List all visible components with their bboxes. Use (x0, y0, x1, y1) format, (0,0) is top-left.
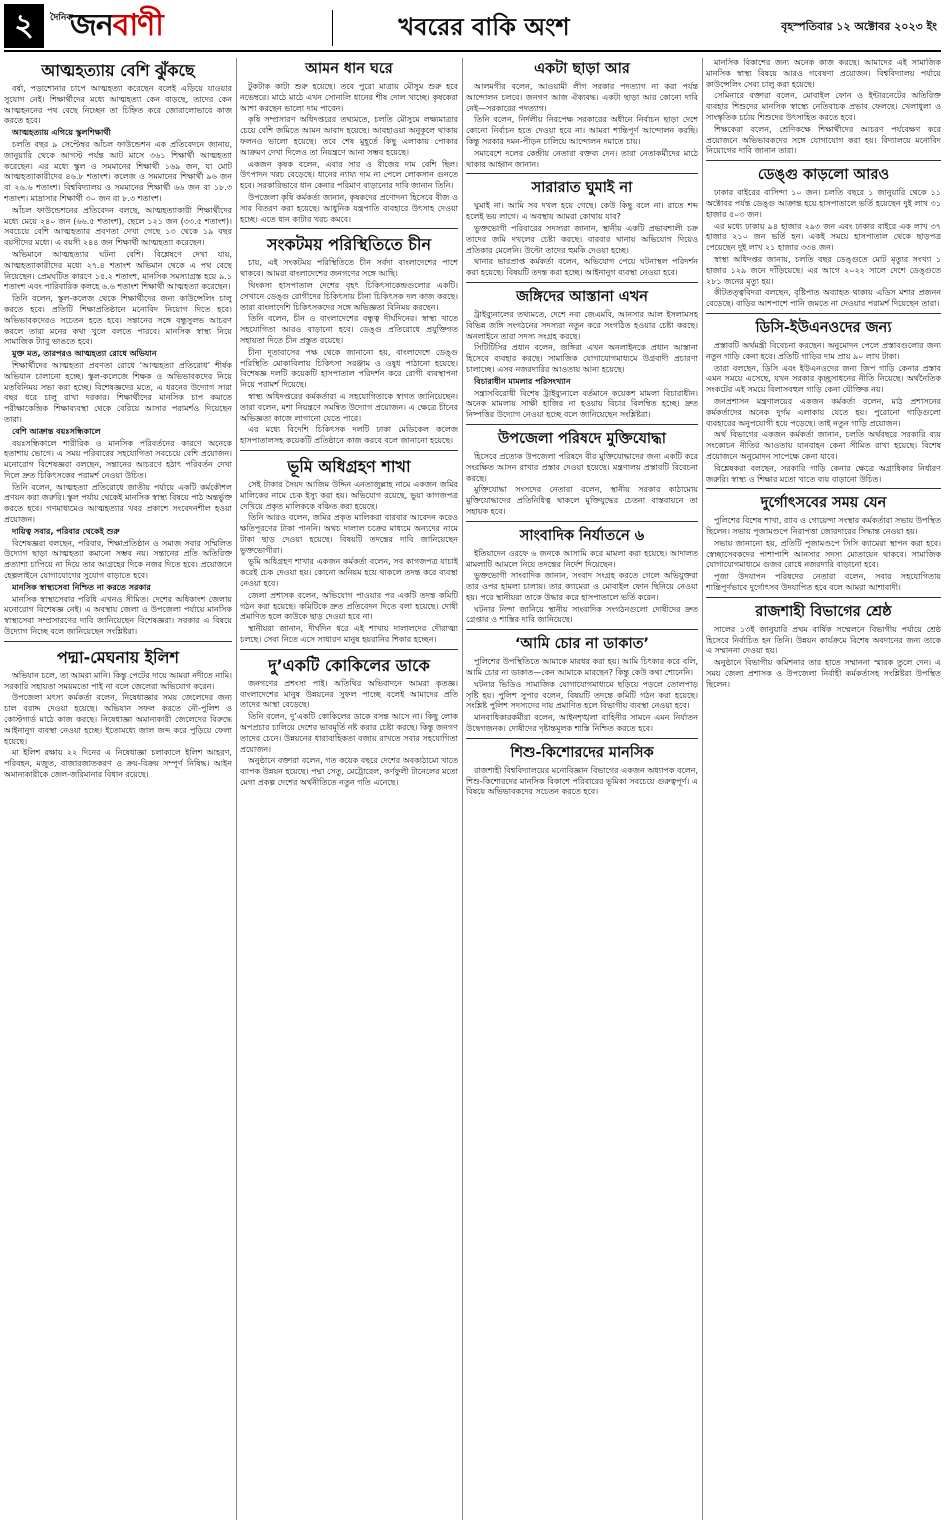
subheading: মানসিক স্বাস্থ্যসেবা নিশ্চিত না করতে সরকার (12, 582, 151, 592)
paragraph: থানার ভারপ্রাপ্ত কর্মকর্তা বলেন, অভিযোগ পেয়ে ঘটনাস্থল পরিদর্শন করা হয়েছে। বিষয়টি তদন্ত করা হচ্ছে। আইনানুগ ব্যবস্থা নেওয়া হবে। (466, 257, 698, 278)
logo-small-text: দৈনিক (50, 13, 73, 23)
paragraph: ভুক্তভোগী সাংবাদিক জানান, সংবাদ সংগ্রহ করতে গেলে অভিযুক্তরা তার ওপর হামলা চালায়। তার ক্যামেরা ও মোবাইল ফোন ছিনিয়ে নেওয়া হয়। পরে স্থানীয়রা তাকে উদ্ধার করে হাসপাতালে ভর্তি করেন। (466, 571, 698, 602)
paragraph: মা ইলিশ রক্ষায় ২২ দিনের এ নিষেধাজ্ঞা চলাকালে ইলিশ আহরণ, পরিবহন, মজুত, বাজারজাতকরণ ও ক্রয়-বিক্রয় সম্পূর্ণ নিষিদ্ধ। আইন অমান্যকারীকে জেল-জরিমানার বিধান রয়েছে। (4, 748, 232, 780)
column-divider (462, 58, 463, 1520)
paragraph: আঁচল ফাউন্ডেশনের প্রতিবেদন বলছে, আত্মহত্যাকারী শিক্ষার্থীদের মধ্যে মেয়ে ২৪০ জন (৬৬.৫ শতাংশ), ছেলে ১২১ জন (৩৩.৫ শতাংশ)। সবচেয়ে বেশি আত্মহত্যার প্রবণতা দেখা গেছে ১৩ থেকে ১৯ বছর বয়সীদের মধ্যে। এ বয়সী ২৪৪ জন শিক্ষার্থী আত্মহত্যা করেছেন। (4, 205, 232, 248)
paragraph: আলমগীর বলেন, আওয়ামী লীগ সরকার পদত্যাগ না করা পর্যন্ত আন্দোলন চলবে। জনগণ আজ ঐক্যবদ্ধ। একটা ছাড়া আর কোনো দাবি নেই—সরকারের পদত্যাগ। (466, 82, 698, 113)
article-body (240, 82, 458, 225)
subheading: আত্মহত্যায় এগিয়ে স্কুলশিক্ষার্থী (12, 128, 111, 138)
article-separator (4, 641, 232, 642)
article-headline: জঙ্গিদের আস্তানা এখন (516, 288, 648, 305)
article-headline: ডেঙ্গু কাড়লো আরও (757, 167, 890, 184)
paragraph: বয়ঃসন্ধিকালে শারীরিক ও মানসিক পরিবর্তনের কারণে অনেকে হতাশায় ভোগে। এ সময় পরিবারের সহযোগিতা সবচেয়ে বেশি প্রয়োজন। মনোরোগ বিশেষজ্ঞরা বলছেন, সন্তানের আচরণে হঠাৎ পরিবর্তন দেখা দিলে দ্রুত চিকিৎসকের পরামর্শ নেওয়া উচিত। (4, 438, 232, 480)
paragraph: অভিমানে আত্মহত্যার ঘটনা বেশি। বিশ্লেষণে দেখা যায়, আত্মহত্যাকারীদের মধ্যে ২৭.৪ শতাংশ অভিমান থেকে এ পথ বেছে নিয়েছেন। প্রেমঘটিত কারণে ১৫.২ শতাংশ, মানসিক সমস্যাগ্রস্ত হয়ে ৯.১ শতাংশ এবং পারিবারিক কলহে ৬.৬ শতাংশ শিক্ষার্থী আত্মহত্যা করেছেন। (4, 249, 232, 292)
article-body (466, 310, 698, 421)
paragraph: বিশেষজ্ঞরা বলছেন, পরিবার, শিক্ষাপ্রতিষ্ঠান ও সমাজ সবার সম্মিলিত উদ্যোগ ছাড়া আত্মহত্যা কমানো সম্ভব নয়। সন্তানের প্রতি অতিরিক্ত প্রত্যাশা চাপিয়ে না দিয়ে তার আগ্রহের দিকে নজর দিতে হবে। প্রয়োজনে হেল্পলাইনে যোগাযোগের সুযোগ বাড়াতে হবে। (4, 538, 232, 581)
article-headline: ভূমি অধিগ্রহণ শাখা (287, 456, 411, 476)
article (466, 633, 698, 735)
paragraph: টুকটাক কাটা শুরু হয়েছে। তবে পুরো মাত্রায় মৌসুম শুরু হবে নভেম্বরে। মাঠে মাঠে এখন সোনালি ধানের শীষ দোল খাচ্ছে। কৃষকেরা আশা করছেন ভালো দাম পাবেন। (240, 82, 458, 113)
section-title: খবরের বাকি অংশ (398, 13, 570, 41)
article-headline: উপজেলা পরিষদে মুক্তিযোদ্ধা (498, 430, 666, 447)
paragraph: এর মধ্যে ঢাকায় ৯৪ হাজার ২৯৩ জন এবং ঢাকার বাইরে এক লাখ ৩৭ হাজার ২১০ জন ভর্তি হন। একই সময়ে হাসপাতাল থেকে ছাড়পত্র পেয়েছেন দুই লাখ ২১ হাজার ৩৩৪ জন। (706, 221, 941, 253)
article (706, 317, 941, 485)
article-body (706, 625, 941, 691)
article-body (4, 84, 232, 638)
paragraph: তারা বলছেন, ডিসি এবং ইউএনওদের জন্য জিপ গাড়ি কেনার প্রস্তাব এমন সময়ে এসেছে, যখন সরকার কৃচ্ছ্রসাধনের নীতি নিয়েছে। অর্থনৈতিক সংকটের এই সময়ে বিলাসবহুল গাড়ি কেনা যৌক্তিক নয়। (706, 363, 941, 395)
article-separator (240, 228, 458, 229)
column-divider (702, 58, 703, 1520)
article (466, 742, 698, 798)
paragraph: থিংকসা হাসপাতাল দেশের বৃহৎ চিকিৎসাকেন্দ্রগুলোর একটি। সেখানে ডেঙ্গু রোগীদের চিকিৎসায় চীনা চিকিৎসক দল কাজ করছে। তারা বাংলাদেশি চিকিৎসকদের সঙ্গে অভিজ্ঞতা বিনিময় করছেন। (240, 280, 458, 312)
paragraph: স্থানীয়রা জানান, দীর্ঘদিন ধরে এই শাখায় দালালদের দৌরাত্ম্য চলছে। সেবা নিতে এসে সাধারণ মানুষ হয়রানির শিকার হচ্ছেন। (240, 624, 458, 645)
paragraph: ঘুমাই না। আমি সব দখল হয়ে গেছে। কেউ কিছু বলে না। রাতে শব্দ হলেই ভয় লাগে। এ অবস্থায় আমরা কোথায় যাব? (466, 201, 698, 222)
article-body (706, 341, 941, 485)
article-headline: পদ্মা-মেঘনায় ইলিশ (56, 647, 180, 667)
paragraph: চলতি বছর ৯ সেপ্টেম্বর আঁচল ফাউন্ডেশন এক প্রতিবেদনে জানায়, জানুয়ারি থেকে আগস্ট পর্যন্ত আট মাসে ৩৬১ শিক্ষার্থী আত্মহত্যা করেছেন। এর মধ্যে স্কুল ও সমমানের শিক্ষার্থী ১৬৯ জন, যা মোট আত্মহত্যাকারীদের ৪৬.৮ শতাংশ। কলেজ ও সমমানের শিক্ষার্থী ৯৬ জন বা ২৬.৬ শতাংশ। বিশ্ববিদ্যালয় ও সমমানের শিক্ষার্থী ৬৬ জন বা ১৮.৩ শতাংশ। মাদ্রাসার শিক্ষার্থী ৩০ জন বা ৮.৩ শতাংশ। (4, 139, 232, 203)
paragraph: ঘটনার ভিডিও সামাজিক যোগাযোগমাধ্যমে ছড়িয়ে পড়লে তোলপাড় সৃষ্টি হয়। পুলিশ সুপার বলেন, বিষয়টি তদন্তে কমিটি গঠন করা হয়েছে। সংশ্লিষ্ট পুলিশ সদস্যদের দায় প্রমাণিত হলে বিভাগীয় ব্যবস্থা নেওয়া হবে। (466, 679, 698, 711)
article (466, 428, 698, 518)
article-headline: আমন ধান ঘরে (305, 61, 393, 77)
article-separator (466, 173, 698, 174)
paragraph: স্বাস্থ্য অধিদপ্তরের কর্মকর্তারা এ সহযোগিতাকে স্বাগত জানিয়েছেন। তারা বলেন, মশা নিয়ন্ত্রণে সমন্বিত উদ্যোগ প্রয়োজন। এ ক্ষেত্রে চীনের অভিজ্ঞতা কাজে লাগানো যেতে পারে। (240, 391, 458, 423)
paragraph: উপজেলা মৎস্য কর্মকর্তা বলেন, নিষেধাজ্ঞার সময় জেলেদের জন্য চাল বরাদ্দ দেওয়া হয়েছে। অভিযান সফল করতে নৌ-পুলিশ ও কোস্টগার্ড মাঠে কাজ করছে। নিষেধাজ্ঞা অমান্যকারী জেলেদের বিরুদ্ধে আইনানুগ ব্যবস্থা নেওয়া হচ্ছে। ইতোমধ্যে জাল জব্দ করে পুড়িয়ে ফেলা হয়েছে। (4, 693, 232, 746)
paragraph: উপজেলা কৃষি কর্মকর্তা জানান, কৃষকদের প্রণোদনা হিসেবে বীজ ও সার বিতরণ করা হয়েছে। আধুনিক যন্ত্রপাতি ব্যবহারে উৎসাহ দেওয়া হচ্ছে। এতে ধান কাটার খরচ কমবে। (240, 192, 458, 224)
paragraph: তিনি বলেন, চীন ও বাংলাদেশের বন্ধুত্ব দীর্ঘদিনের। স্বাস্থ্য খাতে সহযোগিতা আরও বাড়ানো হবে। ডেঙ্গু প্রতিরোধে প্রযুক্তিগত সহায়তা দিতে চীন প্রস্তুত রয়েছে। (240, 314, 458, 345)
paragraph: প্রস্তাবটি অর্থমন্ত্রী বিবেচনা করছেন। অনুমোদন পেলে প্রস্তাবগুলোর জন্য নতুন গাড়ি কেনা হবে। প্রতিটি গাড়ির দাম প্রায় ৯০ লাখ টাকা। (706, 340, 941, 361)
article-headline: সংকটময় পরিস্থিতিতে চীন (266, 235, 431, 255)
article-separator (466, 282, 698, 283)
article (706, 601, 941, 691)
article (240, 232, 458, 447)
paragraph: কীটতত্ত্ববিদরা বলছেন, বৃষ্টিপাত অব্যাহত থাকায় এডিস মশার প্রজনন বেড়েছে। বাড়ির আশপাশে পানি জমতে না দেওয়ার পরামর্শ দিয়েছেন তারা। (706, 288, 941, 309)
paragraph: সেমিনারে বক্তারা বলেন, মোবাইল ফোন ও ইন্টারনেটের অতিরিক্ত ব্যবহার শিশুদের মানসিক স্বাস্থ্যে নেতিবাচক প্রভাব ফেলছে। খেলাধুলা ও সাংস্কৃতিক চর্চায় শিশুদের উৎসাহিত করতে হবে। (706, 91, 941, 122)
paragraph: তিনি বলেন, আত্মহত্যা প্রতিরোধে জাতীয় পর্যায়ে একটি কর্মকৌশল প্রণয়ন করা জরুরি। স্কুল পর্যায় থেকেই মানসিক স্বাস্থ্য বিষয়ে পাঠ অন্তর্ভুক্ত করতে হবে। গণমাধ্যমেও আত্মহত্যার খবর প্রকাশে সংবেদনশীল হওয়া প্রয়োজন। (4, 482, 232, 525)
article (240, 58, 458, 225)
article-separator (706, 313, 941, 314)
article-body (466, 452, 698, 518)
paragraph: রাজশাহী বিশ্ববিদ্যালয়ের মনোবিজ্ঞান বিভাগের একজন অধ্যাপক বলেন, শিশু-কিশোরদের মানসিক বিকাশে পরিবারের ভূমিকা সবচেয়ে গুরুত্বপূর্ণ। এ বিষয়ে অভিভাবকদের সচেতন করতে হবে। (466, 765, 698, 797)
article (466, 286, 698, 421)
article-body (466, 82, 698, 170)
article-body (466, 766, 698, 798)
paragraph: স্বাস্থ্য অধিদপ্তর জানায়, চলতি বছর ডেঙ্গুতে মোট মৃত্যুর সংখ্যা ১ হাজার ১২৯ জনে দাঁড়িয়েছে। এর আগে ২০২২ সালে দেশে ডেঙ্গুতে ২৮১ জনের মৃত্যু হয়। (706, 254, 941, 286)
article-body (240, 679, 458, 789)
article (466, 525, 698, 627)
paragraph: ট্রাইব্যুনালের তথ্যমতে, দেশে নব্য জেএমবি, আনসার আল ইসলামসহ বিভিন্ন জঙ্গি সংগঠনের সদস্যরা নতুন করে সংগঠিত হওয়ার চেষ্টা করছে। অনলাইনে তারা সদস্য সংগ্রহ করছে। (466, 309, 698, 341)
paragraph: পুলিশের উপস্থিতিতে আমাকে মারধর করা হয়। আমি চিৎকার করে বলি, আমি চোর না ডাকাত—কেন আমাকে মারছেন? কিন্তু কেউ কথা শোনেনি। (466, 657, 698, 678)
dateline: বৃহস্পতিবার ১২ অক্টোবর ২০২৩ ইং (781, 20, 937, 33)
paragraph: ইতিয়াদেন ওরফে ৬ জনকে আসামি করে মামলা করা হয়েছে। আদালত মামলাটি আমলে নিয়ে তদন্তের নির্দেশ দিয়েছেন। (466, 548, 698, 569)
paragraph: জনপ্রশাসন মন্ত্রণালয়ের একজন কর্মকর্তা বলেন, মাঠ প্রশাসনের কর্মকর্তাদের অনেক দুর্গম এলাকায় যেতে হয়। পুরোনো গাড়িগুলো ব্যবহারের অনুপযোগী হয়ে পড়েছে। তাই নতুন গাড়ি প্রয়োজন। (706, 396, 941, 428)
paragraph: চীনা দূতাবাসের পক্ষ থেকে জানানো হয়, বাংলাদেশে ডেঙ্গু পরিস্থিতি মোকাবিলায় চিকিৎসা সরঞ্জাম ও ওষুধ পাঠানো হয়েছে। বিশেষজ্ঞ দলটি কয়েকটি হাসপাতাল পরিদর্শন করে রোগী ব্যবস্থাপনা নিয়ে পরামর্শ দিয়েছে। (240, 347, 458, 390)
page-number: ২ (4, 4, 44, 48)
column-divider (236, 58, 237, 1520)
paragraph: কৃষি সম্প্রসারণ অধিদপ্তরের তথ্যমতে, চলতি মৌসুমে লক্ষ্যমাত্রার চেয়ে বেশি জমিতে আমন আবাদ হয়েছে। আবহাওয়া অনুকূলে থাকায় ফলনও ভালো হয়েছে। তবে শেষ মুহূর্তে কিছু এলাকায় পোকার আক্রমণ দেখা দিলেও তা নিয়ন্ত্রণে আনা সম্ভব হয়েছে। (240, 115, 458, 157)
paragraph: সেই টাকার সৈয়দ আজিম উদ্দিন এনতাজুল্লাহ নামে একজন জমির মালিকের নামে চেক ইস্যু করা হয়। অভিযোগ রয়েছে, ভুয়া কাগজপত্র দেখিয়ে প্রকৃত মালিককে বঞ্চিত করা হয়েছে। (240, 479, 458, 511)
article-headline: দুর্গোৎসবের সময় যেন (760, 495, 887, 512)
logo-black: জন (70, 8, 113, 43)
subheading: মুক্ত মত, তারপরও আত্মহত্যা রোধে অভিযান (12, 349, 157, 359)
article-headline: সাংবাদিক নির্যাতনে ৬ (519, 527, 645, 544)
article-body (240, 258, 458, 447)
subheading: বেশি আক্রান্ত বয়ঃসন্ধিকালে (12, 426, 101, 436)
article-body (240, 480, 458, 646)
paragraph: চায়, এই সংকটময় পরিস্থিতিতে চীন সর্বদা বাংলাদেশের পাশে থাকবে। আমরা বাংলাদেশের জনগণের সঙ্গে আছি। (240, 258, 458, 279)
article-body (706, 58, 941, 157)
article-separator (706, 597, 941, 598)
article (706, 164, 941, 310)
subheading: বিচারাধীন মামলার পরিসংখ্যান (474, 376, 571, 386)
paragraph: ঘটনার নিন্দা জানিয়ে স্থানীয় সাংবাদিক সংগঠনগুলো দোষীদের দ্রুত গ্রেপ্তার ও শাস্তির দাবি জানিয়েছে। (466, 604, 698, 625)
article-separator (706, 488, 941, 489)
article-headline: শিশু-কিশোরদের মানসিক (510, 744, 654, 761)
paragraph: এর মধ্যে বিদেশি চিকিৎসক দলটি ঢাকা মেডিকেল কলেজ হাসপাতালসহ কয়েকটি প্রতিষ্ঠানে কাজ করবে বলে জানানো হয়েছে। (240, 425, 458, 446)
paragraph: তিনি বলেন, স্কুল-কলেজ থেকে শিক্ষার্থীদের জন্য কাউন্সেলিং চালু করতে হবে। প্রতিটি শিক্ষাপ্রতিষ্ঠানে মনোবিদ নিয়োগ দিতে হবে। অভিভাবকদেরও সচেতন হতে হবে। সন্তানের সঙ্গে বন্ধুসুলভ আচরণ করলে তারা মনের কথা খুলে বলতে পারবে। মানসিক স্বাস্থ্য নিয়ে সামাজিক ট্যাবু ভাঙতে হবে। (4, 294, 232, 347)
article-body (706, 188, 941, 310)
article-body (706, 516, 941, 594)
paragraph: ভুক্তভোগী পরিবারের সদস্যরা জানান, স্থানীয় একটি প্রভাবশালী চক্র তাদের জমি দখলের চেষ্টা করছে। বারবার থানায় অভিযোগ দিয়েও প্রতিকার মেলেনি। উল্টো তাদের হুমকি দেওয়া হচ্ছে। (466, 223, 698, 255)
article (466, 177, 698, 279)
article (240, 454, 458, 646)
article-headline: দু’একটি কোকিলের ডাকে (268, 655, 430, 675)
article (240, 653, 458, 789)
article (706, 58, 941, 157)
article-headline: ‘আমি চোর না ডাকাত’ (514, 636, 650, 653)
article-headline: রাজশাহী বিভাগের শ্রেষ্ঠ (755, 603, 892, 620)
article-body (466, 549, 698, 627)
subheading: দায়িত্ব সবার, পরিবার থেকেই শুরু (12, 526, 120, 536)
paragraph: মানসিক স্বাস্থ্যসেবার পরিধি এখনও সীমিত। দেশের অধিকাংশ জেলায় মনোরোগ বিশেষজ্ঞ নেই। এ অবস্থায় জেলা ও উপজেলা পর্যায়ে মানসিক স্বাস্থ্যসেবা সম্প্রসারণের দাবি জানিয়েছেন বিশেষজ্ঞরা। সরকার এ বিষয়ে উদ্যোগ নিচ্ছে বলে জানিয়েছেন সংশ্লিষ্টরা। (4, 594, 232, 637)
paragraph: মানবাধিকারকর্মীরা বলেন, আইনশৃঙ্খলা বাহিনীর সামনে এমন নির্যাতন উদ্বেগজনক। দোষীদের দৃষ্টান্তমূলক শাস্তি নিশ্চিত করতে হবে। (466, 713, 698, 734)
column-2 (240, 58, 458, 1520)
logo-text (70, 6, 163, 46)
paragraph: পূজা উদযাপন পরিষদের নেতারা বলেন, সবার সহযোগিতায় শান্তিপূর্ণভাবে দুর্গোৎসব উদযাপিত হবে বলে আমরা আশাবাদী। (706, 572, 941, 593)
masthead-divider (332, 10, 333, 46)
paragraph: তিনি বলেন, দু’একটি কোকিলের ডাকে বসন্ত আসে না। কিছু লোক অপপ্রচার চালিয়ে দেশের ভাবমূর্তি নষ্ট করার চেষ্টা করছে। কিন্তু জনগণ তাদের চেনে। উন্নয়নের ধারাবাহিকতা বজায় রাখতে সবার সহযোগিতা প্রয়োজন। (240, 712, 458, 754)
paragraph: অর্থ বিভাগের একজন কর্মকর্তা জানান, চলতি অর্থবছরে সরকারি ব্যয় সংকোচন নীতির আওতায় যানবাহন কেনা সীমিত রাখা হয়েছে। বিশেষ প্রয়োজনে অনুমোদন সাপেক্ষে কেনা যাবে। (706, 430, 941, 461)
article (4, 645, 232, 781)
article (4, 58, 232, 638)
article-body (466, 657, 698, 735)
article-headline: একটা ছাড়া আর (534, 61, 630, 77)
paragraph: তিনি বলেন, নির্দলীয় নিরপেক্ষ সরকারের অধীনে নির্বাচন ছাড়া দেশে কোনো নির্বাচন হতে দেওয়া হবে না। আমরা শান্তিপূর্ণ আন্দোলন করছি। কিন্তু সরকার দমন-পীড়ন চালিয়ে আন্দোলন দমাতে চায়। (466, 115, 698, 146)
paragraph: সিটিটিসির প্রধান বলেন, জঙ্গিরা এখন অনলাইনকে প্রধান আস্তানা হিসেবে ব্যবহার করছে। সামাজিক যোগাযোগমাধ্যমে উগ্রবাদী প্রচারণা চালাচ্ছে। এসব নজরদারির আওতায় আনা হয়েছে। (466, 343, 698, 374)
article-headline: ডিসি-ইউএনওদের জন্য (755, 319, 892, 336)
masthead (4, 4, 941, 52)
logo-red: বাণী (112, 8, 163, 43)
article-body (466, 201, 698, 279)
paragraph: একজন কৃষক বলেন, এবার সার ও বীজের দাম বেশি ছিল। উৎপাদন খরচ বেড়েছে। ধানের ন্যায্য দাম না পেলে লোকসান গুনতে হবে। সরকারিভাবে ধান কেনার পরিমাণ বাড়ানোর দাবি জানান তিনি। (240, 159, 458, 191)
article-headline: সারারাত ঘুমাই না (531, 180, 633, 197)
article-separator (240, 450, 458, 451)
paragraph: বর্ষা, পড়াশোনার চাপে আত্মহত্যা করেছেন বলেই এড়িয়ে যাওয়ার সুযোগ নেই। শিক্ষার্থীদের মধ্যে আত্মহত্যা কেন বাড়ছে, তাদের কেন আত্মহননের পথ বেছে নিচ্ছেন তা চিহ্নিত করে জোরালোভাবে কাজ করতে হবে। (4, 84, 232, 126)
article (706, 492, 941, 594)
column-1 (4, 58, 232, 1520)
paragraph: পুলিশের বিশেষ শাখা, র‍্যাব ও গোয়েন্দা সংস্থার কর্মকর্তারা সভায় উপস্থিত ছিলেন। সভায় পূজামণ্ডপে নিরাপত্তা জোরদারের সিদ্ধান্ত নেওয়া হয়। (706, 516, 941, 537)
paragraph: সন্ত্রাসবিরোধী বিশেষ ট্রাইব্যুনালে বর্তমানে কয়েকশ মামলা বিচারাধীন। অনেক মামলায় সাক্ষী হাজির না হওয়ায় বিচার বিলম্বিত হচ্ছে। দ্রুত নিষ্পত্তির উদ্যোগ নেওয়া হচ্ছে বলে জানিয়েছেন সংশ্লিষ্টরা। (466, 388, 698, 420)
paragraph: অনুষ্ঠানে বক্তারা বলেন, গত কয়েক বছরে দেশের অবকাঠামো খাতে ব্যাপক উন্নয়ন হয়েছে। পদ্মা সেতু, মেট্রোরেল, কর্ণফুলী টানেলের মতো মেগা প্রকল্প দেশের অর্থনীতিতে নতুন গতি এনেছে। (240, 756, 458, 788)
article-separator (706, 160, 941, 161)
column-4 (706, 58, 941, 1520)
paragraph: শিক্ষার্থীদের আত্মহত্যা প্রবণতা রোধে ‘আত্মহত্যা প্রতিরোধ’ শীর্ষক অভিযান চালানো হচ্ছে। স্কুল-কলেজে শিক্ষক ও অভিভাবকদের নিয়ে মতবিনিময় সভা করা হচ্ছে। বিশেষজ্ঞদের মতে, এ ধরনের উদ্যোগ সারা বছর ধরে চালু রাখা দরকার। শিক্ষার্থীদের মানসিক চাপ কমাতে পরীক্ষাকেন্দ্রিক শিক্ষাব্যবস্থা থেকে বেরিয়ে আসার পরামর্শও দিয়েছেন তারা। (4, 360, 232, 424)
paragraph: মানসিক বিকাশের জন্য অনেক কাজ করছে। আমাদের এই সামাজিক মানসিক স্বাস্থ্য বিষয়ে আরও গবেষণা প্রয়োজন। বিশ্ববিদ্যালয় পর্যায়ে কাউন্সেলিং সেবা চালু করা হয়েছে। (706, 58, 941, 89)
paragraph: মুক্তিযোদ্ধা সংসদের নেতারা বলেন, স্থানীয় সরকার কাঠামোয় মুক্তিযোদ্ধাদের প্রতিনিধিত্ব থাকলে মুক্তিযুদ্ধের চেতনা বাস্তবায়নে তা সহায়ক হবে। (466, 485, 698, 516)
paragraph: জেলা প্রশাসক বলেন, অভিযোগ পাওয়ার পর একটি তদন্ত কমিটি গঠন করা হয়েছে। কমিটিকে দ্রুত প্রতিবেদন দিতে বলা হয়েছে। দোষী প্রমাণিত হলে কাউকে ছাড় দেওয়া হবে না। (240, 590, 458, 622)
paragraph: অনুষ্ঠানে বিভাগীয় কমিশনার তার হাতে সম্মাননা স্মারক তুলে দেন। এ সময় জেলা প্রশাসক ও উপজেলা নির্বাহী কর্মকর্তাসহ সংশ্লিষ্টরা উপস্থিত ছিলেন। (706, 658, 941, 689)
article-separator (466, 629, 698, 630)
paragraph: জনগণের প্রশংসা পাই। অতিথির অভিবাদনে আমরা কৃতজ্ঞ। বাংলাদেশের মানুষ উন্নয়নের সুফল পাচ্ছে বলেই আমাদের প্রতি তাদের আস্থা বেড়েছে। (240, 678, 458, 710)
article-headline: আত্মহত্যায় বেশি ঝুঁকছে (41, 61, 195, 80)
paragraph: অভিযান চলে, তা আমরা মানি। কিন্তু পেটের দায়ে আমরা নদীতে নামি। সরকারি সহায়তা সময়মতো পাই না বলে জেলেরা অভিযোগ করেন। (4, 670, 232, 691)
paragraph: তিনি আরও বলেন, জমির প্রকৃত মালিকরা বারবার আবেদন করেও ক্ষতিপূরণের টাকা পাননি। অথচ দালাল চক্রের মাধ্যমে অন্যদের নামে টাকা ছাড় দেওয়া হয়েছে। বিষয়টি তদন্তের দাবি জানিয়েছেন ভুক্তভোগীরা। (240, 513, 458, 555)
paragraph: সমাবেশে দলের কেন্দ্রীয় নেতারা বক্তব্য দেন। তারা নেতাকর্মীদের মাঠে থাকার আহ্বান জানান। (466, 148, 698, 169)
paragraph: বিশ্লেষকরা বলছেন, সরকারি গাড়ি কেনার ক্ষেত্রে অগ্রাধিকার নির্ধারণ জরুরি। স্বাস্থ্য ও শিক্ষার মতো খাতে ব্যয় বাড়ানো উচিত। (706, 463, 941, 484)
article-separator (466, 738, 698, 739)
paragraph: ঢাকার বাইরের বাসিন্দা ১০ জন। চলতি বছরে ১ জানুয়ারি থেকে ১১ অক্টোবর পর্যন্ত ডেঙ্গু আক্রান্ত হয়ে হাসপাতালে ভর্তি হয়েছেন দুই লাখ ৩১ হাজার ৫০৩ জন। (706, 188, 941, 219)
article (466, 58, 698, 170)
article-separator (240, 649, 458, 650)
article-separator (466, 521, 698, 522)
paragraph: হিসেবে প্রত্যেক উপজেলা পরিষদে বীর মুক্তিযোদ্ধাদের জন্য একটি করে সংরক্ষিত আসন রাখার প্রস্তাব দেওয়া হয়েছে। মন্ত্রণালয় প্রস্তাবটি বিবেচনা করছে। (466, 451, 698, 483)
newspaper-logo (48, 6, 228, 46)
paragraph: সালের ১৩ই জানুয়ারি প্রথম বার্ষিক সম্মেলনে বিভাগীয় পর্যায়ে শ্রেষ্ঠ হিসেবে নির্বাচিত হন তিনি। উন্নয়ন কার্যক্রমে বিশেষ অবদানের জন্য তাকে এ সম্মাননা দেওয়া হয়। (706, 624, 941, 656)
column-3 (466, 58, 698, 1520)
article-body (4, 671, 232, 781)
paragraph: ভূমি অধিগ্রহণ শাখার একজন কর্মকর্তা বলেন, সব কাগজপত্র যাচাই করেই চেক দেওয়া হয়। কোনো অনিয়ম হয়ে থাকলে তদন্ত করে ব্যবস্থা নেওয়া হবে। (240, 557, 458, 589)
paragraph: সভায় জানানো হয়, প্রতিটি পূজামণ্ডপে সিসি ক্যামেরা স্থাপন করা হবে। স্বেচ্ছাসেবকদের পাশাপাশি আনসার সদস্য মোতায়েন থাকবে। সামাজিক যোগাযোগমাধ্যমে গুজব রোধে নজরদারি বাড়ানো হবে। (706, 538, 941, 570)
article-separator (466, 424, 698, 425)
paragraph: শিক্ষকেরা বলেন, শ্রেণিকক্ষে শিক্ষার্থীদের আচরণ পর্যবেক্ষণ করে প্রয়োজনে অভিভাবকদের সঙ্গে যোগাযোগ করা হয়। বিদ্যালয়ে মনোবিদ নিয়োগের দাবি জানান তারা। (706, 124, 941, 156)
